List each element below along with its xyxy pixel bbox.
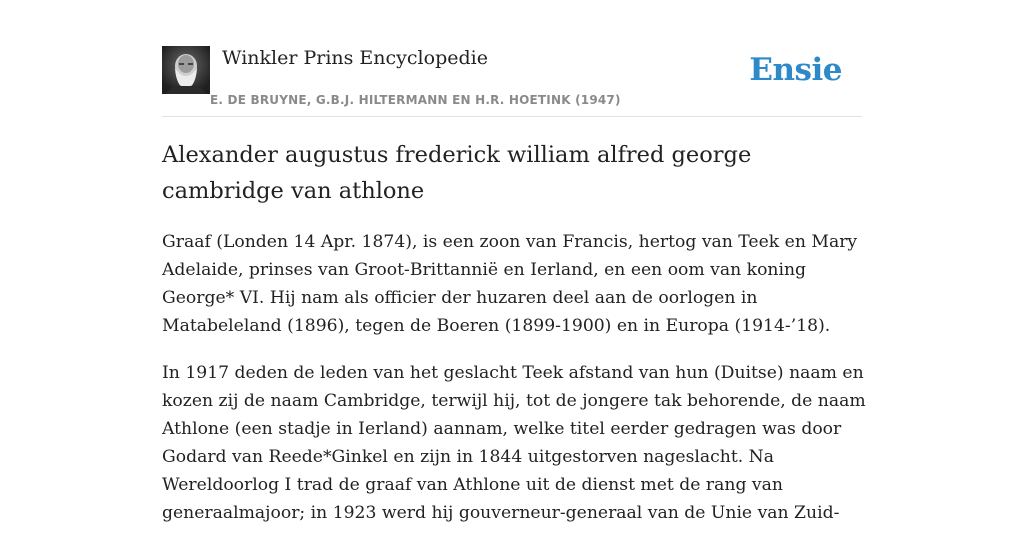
article-paragraph: Graaf (Londen 14 Apr. 1874), is een zoon van Francis, hertog van Teek en Mary Adelaide, prinses van Groot-Brittannië en Ierland, en een oom van koning George* VI. Hij nam als officier der huzaren deel aan de oorlogen in Matabeleland (1896), tegen de Boeren (1899-1900) en in Europa (1914-’18). bbox=[162, 232, 858, 336]
article-paragraph: In 1917 deden de leden van het geslacht Teek afstand van hun (Duitse) naam en kozen zij de naam Cambridge, terwijl hij, tot de jongere tak behorende, de naam Athlone (een stadje in Ierland) aannam, welke titel eerder gedragen was door Godard van Reede*Ginkel en zijn in 1844 uitgestorven nageslacht. Na Wereldoorlog I trad de graaf van Athlone uit de dienst met de rang van generaalmajoor; in 1923 werd hij gouverneur-generaal van de Unie van Zuid- bbox=[162, 363, 866, 523]
author-avatar[interactable] bbox=[162, 46, 210, 94]
source-title[interactable]: Winkler Prins Encyclopedie bbox=[222, 47, 488, 69]
ensie-logo[interactable]: Ensie bbox=[749, 52, 842, 88]
source-header bbox=[162, 46, 862, 117]
avatar-portrait-icon bbox=[162, 46, 210, 94]
source-authors: E. DE BRUYNE, G.B.J. HILTERMANN EN H.R. HOETINK (1947) bbox=[210, 93, 621, 107]
article-title: Alexander augustus frederick william alfred george cambridge van athlone bbox=[162, 142, 752, 204]
article-body bbox=[162, 228, 867, 546]
